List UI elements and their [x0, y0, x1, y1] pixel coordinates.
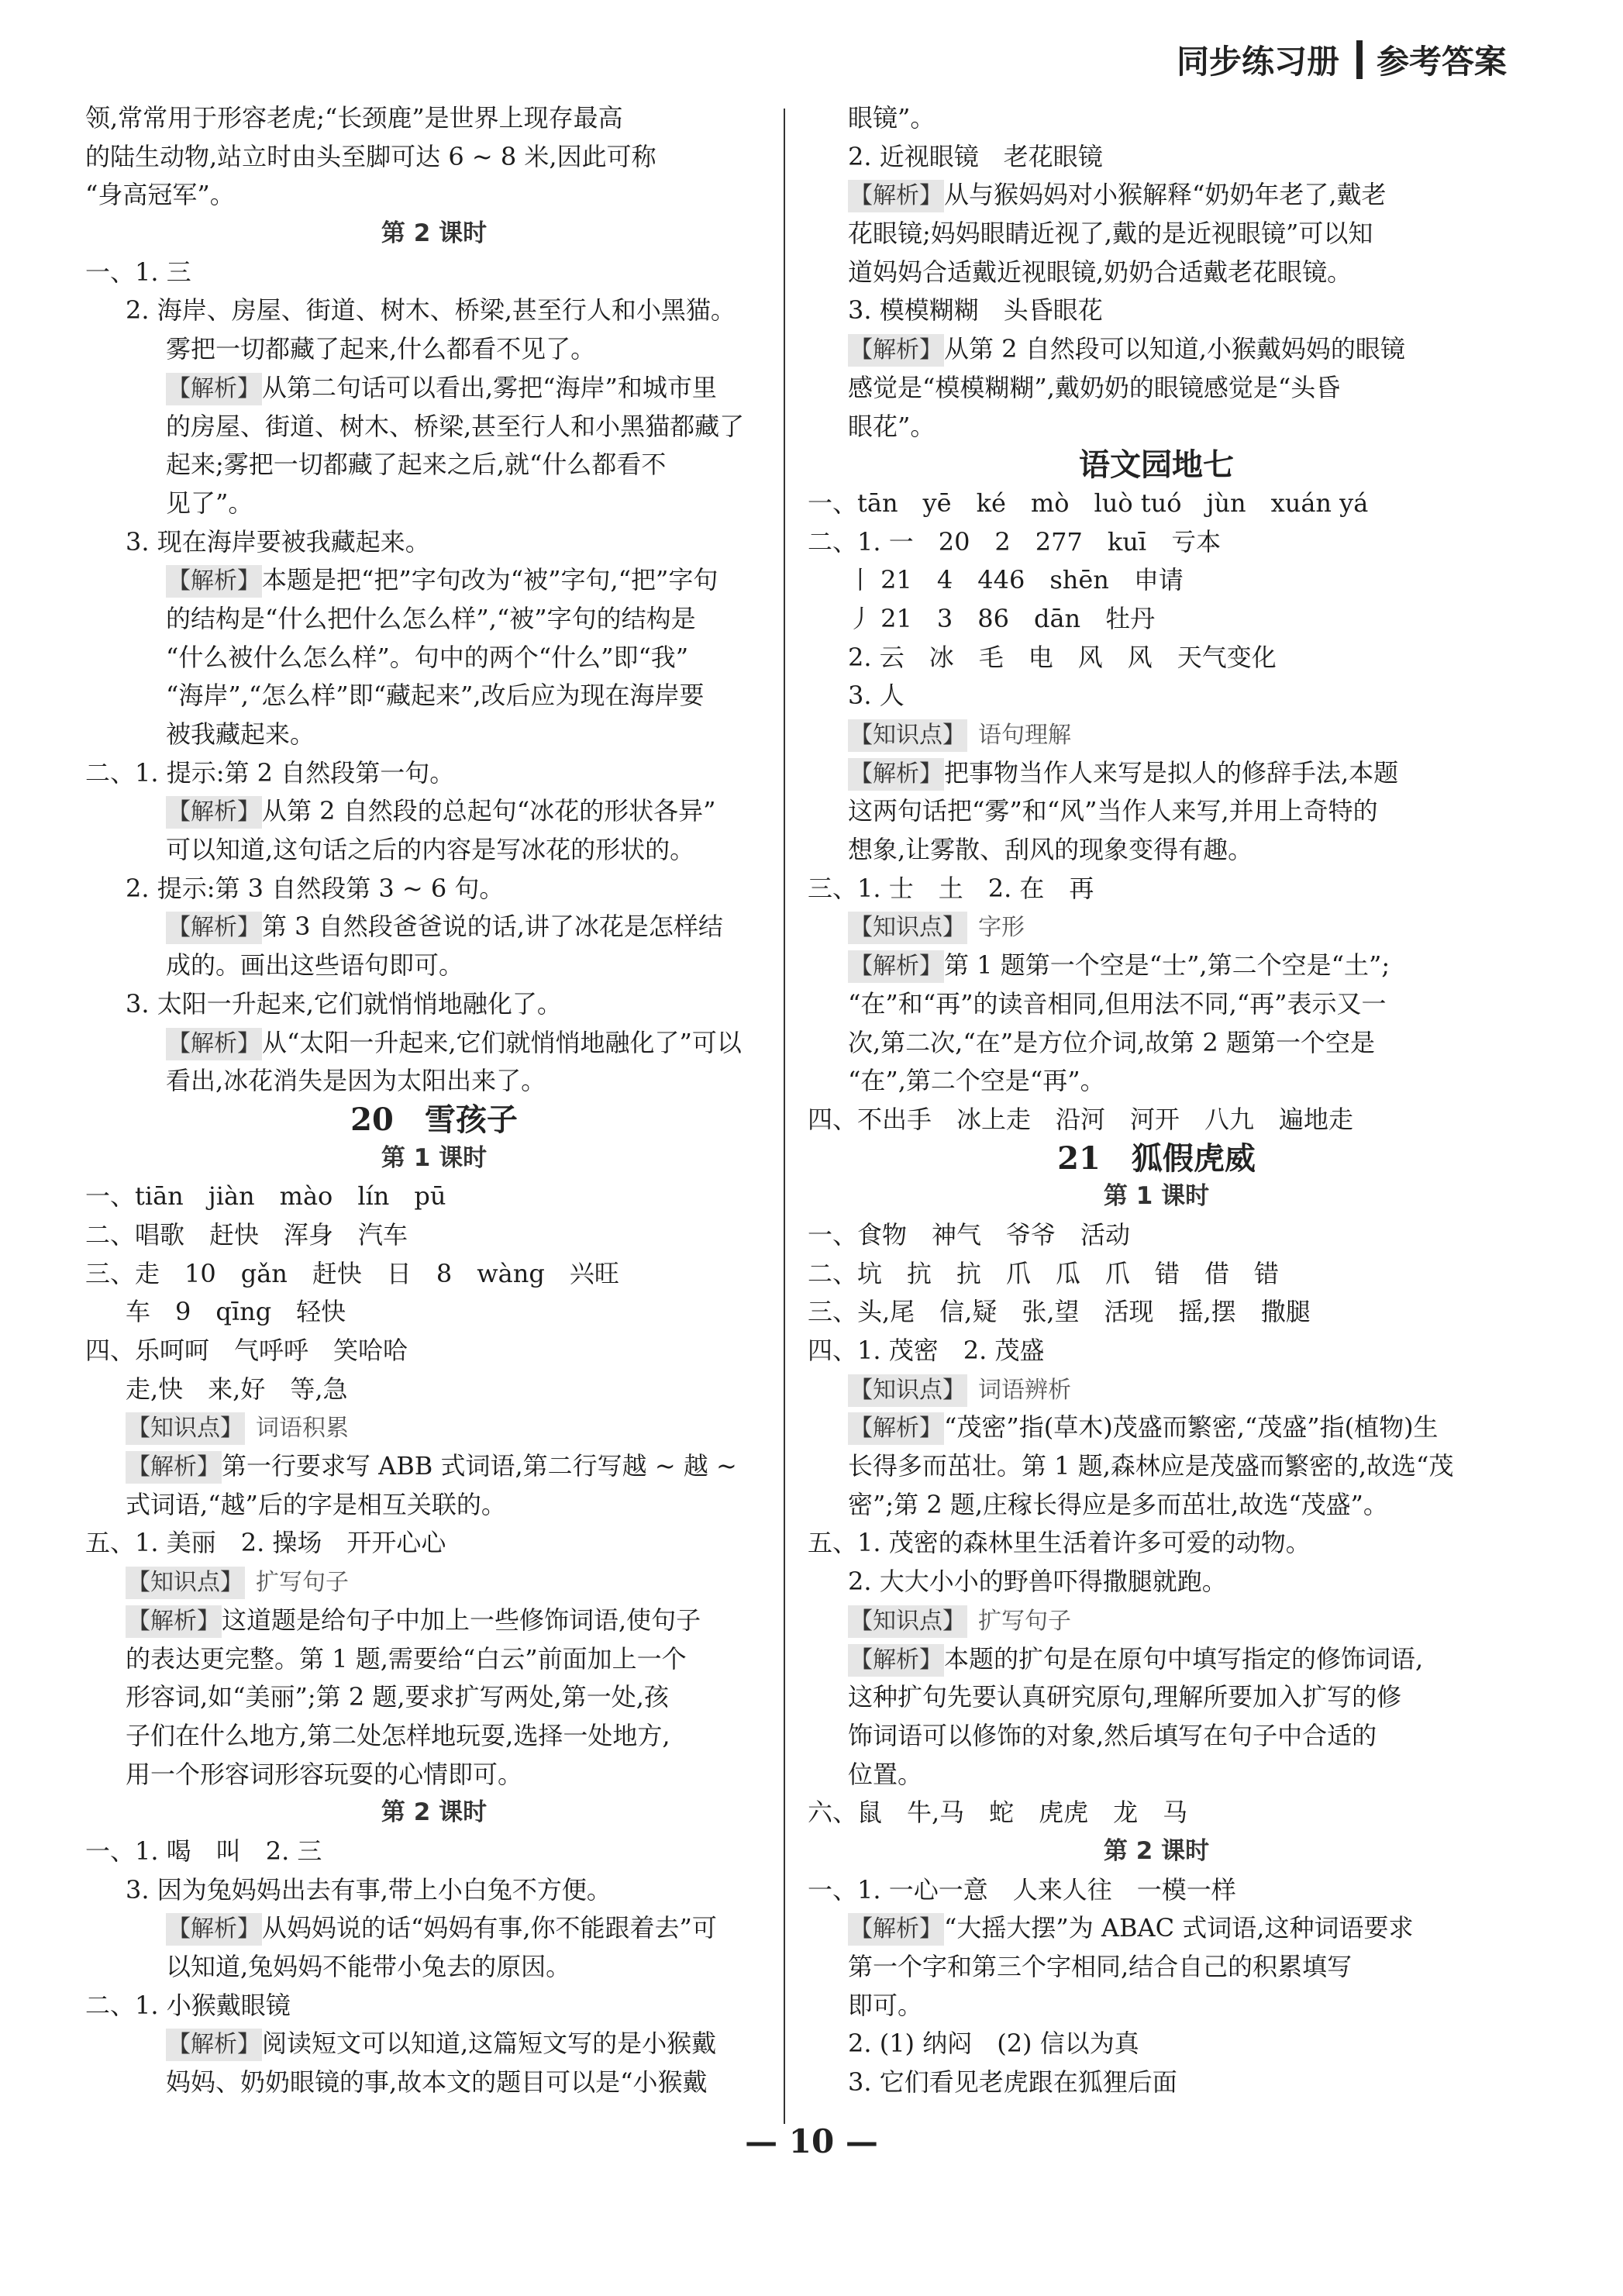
text-line: [85, 870, 783, 908]
line-text: 从与猴妈妈对小猴解释“奶奶年老了,戴老: [944, 180, 1387, 210]
line-text: 感觉是“模模糊糊”,戴奶奶的眼镜感觉是“头昏: [848, 372, 1341, 402]
line-text: 第 3 自然段爸爸说的话,讲了冰花是怎样结: [262, 912, 723, 942]
text-line: [85, 1370, 783, 1409]
line-text: 本题是把“把”字句改为“被”字句,“把”字句: [262, 565, 718, 595]
line-text: 花眼镜;妈妈眼睛近视了,戴的是近视眼镜”可以知: [848, 219, 1373, 249]
annotation-line: [808, 330, 1505, 369]
annotation-tag: 【解析】: [126, 1451, 222, 1484]
text-line: [808, 1332, 1505, 1370]
knowledge-point: 扩写句子: [256, 1569, 349, 1597]
annotation-line: [808, 1601, 1505, 1640]
line-text: 式词语,“越”后的字是相互关联的。: [126, 1489, 506, 1519]
knowledge-point: 扩写句子: [978, 1607, 1071, 1635]
text-line: [85, 99, 783, 138]
annotation-tag: 【解析】: [166, 796, 262, 829]
text-line: [85, 408, 783, 446]
line-text: 三、走 10 gǎn 赶快 日 8 wàng 兴旺: [85, 1258, 619, 1288]
line-text: 把事物当作人来写是拟人的修辞手法,本题: [944, 757, 1399, 788]
line-text: 2. 海岸、房屋、街道、树木、桥梁,甚至行人和小黑猫。: [126, 295, 736, 326]
text-line: [808, 2025, 1505, 2063]
annotation-tag: 【解析】: [848, 950, 944, 983]
line-text: “什么被什么怎么样”。句中的两个“什么”即“我”: [166, 642, 689, 672]
line-text: 从第 2 自然段可以知道,小猴戴妈妈的眼镜: [944, 334, 1405, 364]
line-text: 起来;雾把一切都藏了起来之后,就“什么都看不: [166, 450, 667, 480]
annotation-line: [85, 1024, 783, 1063]
line-text: 2. (1) 纳闷 (2) 信以为真: [848, 2029, 1139, 2059]
line-text: 即可。: [848, 1990, 923, 2020]
line-text: 四、1. 茂密 2. 茂盛: [808, 1336, 1045, 1365]
line-text: 2. 近视眼镜 老花眼镜: [848, 141, 1103, 171]
line-text: 形容词,如“美丽”;第 2 题,要求扩写两处,第一处,孩: [126, 1682, 669, 1712]
line-text: 阅读短文可以知道,这篇短文写的是小猴戴: [262, 2029, 717, 2059]
lesson-heading: [85, 1139, 783, 1178]
annotation-tag: 【知识点】: [848, 719, 967, 752]
line-text: 车 9 qīng 轻快: [126, 1297, 346, 1327]
page-header: [1177, 34, 1507, 85]
line-text: 子们在什么地方,第二处怎样地玩耍,选择一处地方,: [126, 1720, 670, 1750]
text-line: [808, 408, 1505, 446]
text-line: [808, 870, 1505, 908]
lesson-heading: [85, 215, 783, 253]
knowledge-point: 词语辨析: [978, 1376, 1071, 1404]
header-subtitle: 参考答案: [1376, 43, 1507, 81]
line-text: 看出,冰花消失是因为太阳出来了。: [166, 1066, 546, 1096]
text-line: [808, 369, 1505, 408]
annotation-tag: 【知识点】: [848, 912, 967, 944]
text-line: [85, 985, 783, 1024]
line-text: 第 1 题第一个空是“士”,第二个空是“土”;: [944, 950, 1390, 981]
line-text: 位置。: [848, 1759, 923, 1789]
annotation-line: [808, 754, 1505, 793]
line-text: 走,快 来,好 等,急: [126, 1374, 348, 1404]
line-text: 二、唱歌 赶快 浑身 汽车: [85, 1219, 408, 1250]
line-text: 2. 提示:第 3 自然段第 3 ~ 6 句。: [126, 873, 505, 903]
knowledge-point: 词语积累: [256, 1415, 349, 1443]
text-line: [85, 1678, 783, 1717]
line-text: 领,常常用于形容老虎;“长颈鹿”是世界上现存最高: [85, 103, 623, 133]
text-line: [808, 1216, 1505, 1255]
text-line: [808, 523, 1505, 562]
text-line: [85, 831, 783, 870]
text-line: [808, 1756, 1505, 1794]
line-text: 四、乐呵呵 气呼呼 笑哈哈: [85, 1336, 408, 1365]
text-line: [808, 1486, 1505, 1525]
text-line: [808, 291, 1505, 330]
text-line: [808, 2063, 1505, 2102]
line-text: “大摇大摆”为 ABAC 式词语,这种词语要求: [944, 1913, 1414, 1943]
page-number: — 10 —: [745, 2122, 878, 2160]
line-text: 这道题是给句子中加上一些修饰词语,使句子: [222, 1605, 701, 1635]
line-text: 丨 21 4 446 shēn 申请: [848, 565, 1184, 595]
line-text: 从“太阳一升起来,它们就悄悄地融化了”可以: [262, 1027, 742, 1057]
line-text: 从第 2 自然段的总起句“冰花的形状各异”: [262, 796, 716, 826]
line-text: 可以知道,这句话之后的内容是写冰花的形状的。: [166, 835, 695, 865]
chapter-heading: [85, 1101, 783, 1139]
text-line: [808, 600, 1505, 639]
line-text: 的结构是“什么把什么怎么样”,“被”字句的结构是: [166, 603, 696, 633]
annotation-line: [85, 1563, 783, 1601]
text-line: [85, 1832, 783, 1871]
text-line: [85, 1486, 783, 1525]
line-text: 一、tān yē ké mò luò tuó jùn xuán yá: [808, 488, 1369, 518]
line-text: 四、不出手 冰上走 沿河 河开 八九 遍地走: [808, 1104, 1354, 1134]
line-text: 二、1. 一 20 2 277 kuī 亏本: [808, 526, 1222, 557]
text-line: [808, 985, 1505, 1024]
line-text: 五、1. 茂密的森林里生活着许多可爱的动物。: [808, 1528, 1311, 1558]
line-text: 一、食物 神气 爷爷 活动: [808, 1219, 1131, 1250]
line-text: 3. 它们看见老虎跟在狐狸后面: [848, 2067, 1177, 2098]
line-text: 成的。画出这些语句即可。: [166, 950, 464, 981]
line-text: 3. 太阳一升起来,它们就悄悄地融化了。: [126, 988, 562, 1019]
annotation-tag: 【解析】: [166, 373, 262, 405]
chapter-heading: [808, 1139, 1505, 1178]
line-text: 2. 大大小小的野兽吓得撒腿就跑。: [848, 1567, 1227, 1597]
line-text: 本题的扩句是在原句中填写指定的修饰词语,: [944, 1643, 1424, 1674]
text-line: [85, 484, 783, 523]
annotation-tag: 【解析】: [848, 1412, 944, 1445]
line-text: “在”,第二个空是“再”。: [848, 1066, 1105, 1096]
annotation-tag: 【解析】: [848, 334, 944, 367]
line-text: 第 2 课时: [1103, 1836, 1210, 1865]
text-line: [808, 1948, 1505, 1987]
annotation-line: [85, 561, 783, 600]
text-line: [808, 1101, 1505, 1139]
text-line: [85, 1756, 783, 1794]
line-text: 一、1. 三: [85, 257, 191, 287]
annotation-tag: 【知识点】: [126, 1567, 245, 1599]
annotation-tag: 【知识点】: [848, 1605, 967, 1638]
annotation-line: [808, 946, 1505, 985]
text-line: [85, 677, 783, 715]
knowledge-point: 语句理解: [978, 722, 1071, 749]
text-line: [808, 1794, 1505, 1832]
line-text: 以知道,兔妈妈不能带小兔去的原因。: [166, 1952, 571, 1981]
annotation-line: [85, 1447, 783, 1486]
text-line: [85, 1216, 783, 1255]
text-line: [85, 1524, 783, 1563]
annotation-tag: 【解析】: [166, 1913, 262, 1946]
text-line: [85, 754, 783, 793]
text-line: [85, 1640, 783, 1679]
text-line: [808, 1255, 1505, 1294]
text-line: [85, 2063, 783, 2102]
line-text: 二、1. 小猴戴眼镜: [85, 1990, 291, 2020]
annotation-line: [85, 2025, 783, 2063]
annotation-tag: 【解析】: [848, 1913, 944, 1946]
text-line: [808, 1293, 1505, 1332]
annotation-line: [808, 715, 1505, 754]
line-text: 这两句话把“雾”和“风”当作人来写,并用上奇特的: [848, 796, 1378, 826]
lesson-heading: [808, 1832, 1505, 1871]
annotation-line: [808, 176, 1505, 215]
annotation-tag: 【解析】: [126, 1605, 222, 1638]
annotation-tag: 【解析】: [848, 1644, 944, 1677]
text-line: [85, 946, 783, 985]
text-line: [85, 1293, 783, 1332]
header-title: 同步练习册: [1176, 43, 1339, 81]
annotation-line: [808, 908, 1505, 946]
line-text: “海岸”,“怎么样”即“藏起来”,改后应为现在海岸要: [166, 681, 705, 711]
line-text: 这种扩句先要认真研究原句,理解所要加入扩写的修: [848, 1682, 1402, 1712]
annotation-tag: 【解析】: [166, 1028, 262, 1060]
text-line: [808, 215, 1505, 253]
line-text: “茂密”指(草木)茂盛而繁密,“茂盛”指(植物)生: [944, 1412, 1439, 1443]
line-text: 第一个字和第三个字相同,结合自己的积累填写: [848, 1952, 1352, 1981]
line-text: 饰词语可以修饰的对象,然后填写在句子中合适的: [848, 1720, 1377, 1750]
line-text: 用一个形容词形容玩耍的心情即可。: [126, 1759, 523, 1789]
text-line: [85, 291, 783, 330]
line-text: 道妈妈合适戴近视眼镜,奶奶合适戴老花眼镜。: [848, 257, 1352, 287]
line-text: 三、1. 士 土 2. 在 再: [808, 873, 1094, 903]
line-text: 的房屋、街道、树木、桥梁,甚至行人和小黑猫都藏了: [166, 411, 745, 441]
line-text: 3. 因为兔妈妈出去有事,带上小白兔不方便。: [126, 1874, 612, 1905]
annotation-line: [85, 1601, 783, 1640]
line-text: 六、鼠 牛,马 蛇 虎虎 龙 马: [808, 1798, 1188, 1828]
line-text: 的表达更完整。第 1 题,需要给“白云”前面加上一个: [126, 1643, 687, 1674]
annotation-tag: 【解析】: [848, 180, 944, 212]
right-column: [808, 99, 1505, 2102]
text-line: [85, 1177, 783, 1216]
annotation-tag: 【解析】: [166, 565, 262, 598]
text-line: [808, 1563, 1505, 1601]
line-text: 一、1. 喝 叫 2. 三: [85, 1836, 322, 1866]
annotation-tag: 【知识点】: [848, 1374, 967, 1407]
line-text: 从第二句话可以看出,雾把“海岸”和城市里: [262, 372, 717, 402]
line-text: 3. 现在海岸要被我藏起来。: [126, 526, 430, 557]
line-text: 第 1 课时: [381, 1143, 488, 1172]
annotation-line: [85, 1909, 783, 1948]
line-text: 2. 云 冰 毛 电 风 风 天气变化: [848, 642, 1277, 672]
lesson-heading: [808, 1177, 1505, 1216]
annotation-line: [85, 369, 783, 408]
lesson-heading: [85, 1794, 783, 1832]
text-line: [85, 330, 783, 369]
line-text: 3. 人: [848, 681, 905, 711]
line-text: 被我藏起来。: [166, 719, 315, 749]
text-line: [85, 176, 783, 215]
text-line: [808, 1678, 1505, 1717]
text-line: [808, 1447, 1505, 1486]
line-text: 见了”。: [166, 488, 253, 518]
line-text: 第一行要求写 ABB 式词语,第二行写越 ~ 越 ~: [222, 1451, 737, 1481]
annotation-line: [85, 1408, 783, 1447]
text-line: [808, 1871, 1505, 1910]
line-text: 雾把一切都藏了起来,什么都看不见了。: [166, 334, 596, 364]
annotation-tag: 【解析】: [166, 912, 262, 944]
text-line: [85, 523, 783, 562]
text-line: [85, 1717, 783, 1756]
text-line: [808, 253, 1505, 292]
text-line: [85, 446, 783, 484]
annotation-line: [85, 908, 783, 946]
line-text: 一、1. 一心一意 人来人往 一模一样: [808, 1874, 1236, 1905]
column-divider: [784, 109, 785, 2124]
text-line: [808, 1024, 1505, 1063]
header-divider: [1356, 40, 1363, 79]
text-line: [85, 138, 783, 177]
line-text: 次,第二次,“在”是方位介词,故第 2 题第一个空是: [848, 1027, 1375, 1057]
line-text: 眼花”。: [848, 411, 936, 441]
annotation-line: [85, 792, 783, 831]
line-text: 20 雪孩子: [350, 1101, 518, 1138]
annotation-tag: 【解析】: [166, 2029, 262, 2061]
annotation-line: [808, 1640, 1505, 1679]
line-text: 三、头,尾 信,疑 张,望 活现 摇,摆 撒腿: [808, 1297, 1311, 1327]
line-text: 21 狐假虎威: [1057, 1139, 1256, 1177]
line-text: 五、1. 美丽 2. 操场 开开心心: [85, 1528, 446, 1558]
text-line: [85, 1332, 783, 1370]
text-line: [85, 1062, 783, 1101]
line-text: 第 1 课时: [1103, 1182, 1210, 1211]
line-text: 想象,让雾散、刮风的现象变得有趣。: [848, 835, 1253, 865]
line-text: 第 2 课时: [381, 1798, 488, 1827]
line-text: “在”和“再”的读音相同,但用法不同,“再”表示又一: [848, 988, 1387, 1019]
line-text: 的陆生动物,站立时由头至脚可达 6 ~ 8 米,因此可称: [85, 141, 656, 171]
line-text: 语文园地七: [1079, 446, 1234, 484]
text-line: [808, 138, 1505, 177]
text-line: [85, 715, 783, 754]
text-line: [85, 600, 783, 639]
text-line: [85, 639, 783, 677]
line-text: 密”;第 2 题,庄稼长得应是多而茁壮,故选“茂盛”。: [848, 1489, 1388, 1519]
text-line: [808, 677, 1505, 715]
text-line: [808, 484, 1505, 523]
text-line: [85, 1871, 783, 1910]
text-line: [808, 561, 1505, 600]
line-text: 长得多而茁壮。第 1 题,森林应是茂盛而繁密的,故选“茂: [848, 1451, 1454, 1481]
text-line: [85, 1948, 783, 1987]
annotation-tag: 【知识点】: [126, 1412, 245, 1445]
line-text: 丿 21 3 86 dān 牡丹: [848, 603, 1156, 633]
line-text: 眼镜”。: [848, 103, 936, 133]
text-line: [808, 639, 1505, 677]
line-text: “身高冠军”。: [85, 180, 235, 210]
line-text: 妈妈、奶奶眼镜的事,故本文的题目可以是“小猴戴: [166, 2067, 708, 2098]
text-line: [808, 99, 1505, 138]
text-line: [85, 1987, 783, 2025]
line-text: 3. 模模糊糊 头昏眼花: [848, 295, 1103, 326]
text-line: [808, 1987, 1505, 2025]
line-text: 从妈妈说的话“妈妈有事,你不能跟着去”可: [262, 1913, 717, 1943]
annotation-line: [808, 1370, 1505, 1409]
text-line: [85, 1255, 783, 1294]
knowledge-point: 字形: [978, 914, 1025, 942]
annotation-line: [808, 1909, 1505, 1948]
text-line: [808, 792, 1505, 831]
chapter-heading: [808, 446, 1505, 484]
left-column: [85, 99, 783, 2102]
text-line: [808, 1524, 1505, 1563]
annotation-line: [808, 1408, 1505, 1447]
line-text: 第 2 课时: [381, 219, 488, 248]
text-line: [85, 253, 783, 292]
line-text: 二、1. 提示:第 2 自然段第一句。: [85, 757, 455, 788]
text-line: [808, 1717, 1505, 1756]
text-line: [808, 831, 1505, 870]
line-text: 二、坑 抗 抗 爪 瓜 爪 错 借 错: [808, 1258, 1280, 1288]
text-line: [808, 1062, 1505, 1101]
annotation-tag: 【解析】: [848, 758, 944, 791]
line-text: 一、tiān jiàn mào lín pū: [85, 1181, 446, 1212]
